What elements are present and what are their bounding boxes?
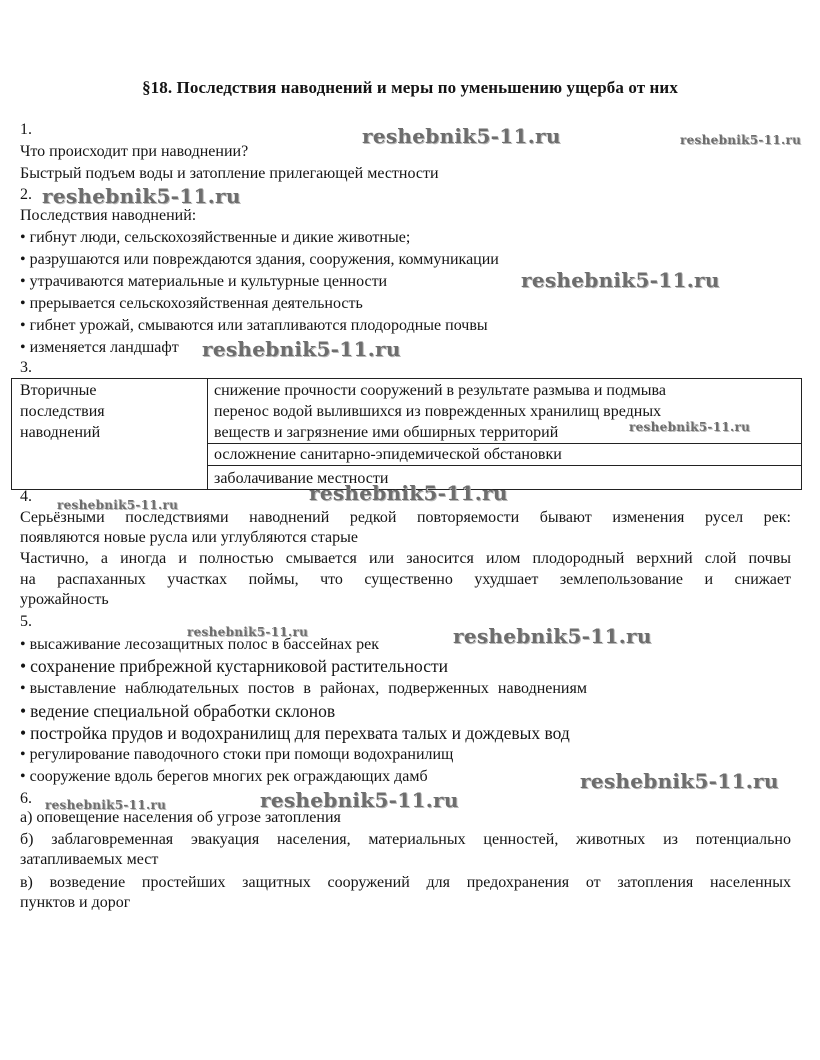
watermark: reshebnik5-11.ru [202, 337, 401, 361]
watermark: reshebnik5-11.ru [629, 420, 751, 434]
q5-number: 5. [20, 613, 32, 630]
secondary-consequences-table [11, 378, 802, 490]
table-cell: осложнение санитарно-эпидемической обстановки [208, 444, 802, 466]
q1-question: Что происходит при наводнении? [20, 143, 249, 160]
q5-list-item: • высаживание лесозащитных полос в бассейнах рек [20, 635, 379, 655]
watermark: reshebnik5-11.ru [309, 481, 508, 505]
q5-list-item: • постройка прудов и водохранилищ для перехвата талых и дождевых вод [20, 723, 570, 743]
watermark: reshebnik5-11.ru [45, 798, 167, 812]
watermark: reshebnik5-11.ru [42, 184, 241, 208]
q5-list-item: • сохранение прибрежной кустарниковой растительности [20, 656, 448, 676]
q2-list-item: • разрушаются или повреждаются здания, сооружения, коммуникации [20, 250, 499, 270]
q6-item-b: б) заблаговременная эвакуация населения, материальных ценностей, животных из потенциально затапливаемых мест [20, 831, 791, 868]
q5-list-item: • ведение специальной обработки склонов [20, 701, 335, 721]
q2-list-item: • утрачиваются материальные и культурные ценности [20, 272, 387, 292]
q1-answer: Быстрый подъем воды и затопление прилегающей местности [20, 165, 439, 182]
q2-list-item: • прерывается сельскохозяйственная деятельность [20, 294, 363, 314]
q4-paragraph-2: Частично, а иногда и полностью смывается или заносится илом плодородный верхний слой почвы на распаханных участках поймы, что существенно ухудшает землепользование и снижает урожайность [20, 550, 791, 608]
q4-number: 4. [20, 488, 32, 505]
table-cell: снижение прочности сооружений в результате размыва и подмыва перенос водой вылившихся из поврежденных хранилищ вредных веществ и загрязнение ими обширных территорий [208, 379, 802, 444]
q5-list-item: • выставление наблюдательных постов в районах, подверженных наводнениям [20, 679, 587, 699]
q3-number: 3. [20, 359, 32, 376]
q6-item-c: в) возведение простейших защитных сооружений для предохранения от затопления населенных пунктов и дорог [20, 874, 791, 911]
page-title: §18. Последствия наводнений и меры по уменьшению ущерба от них [142, 78, 678, 97]
watermark: reshebnik5-11.ru [187, 625, 309, 639]
q2-heading: Последствия наводнений: [20, 207, 197, 224]
watermark: reshebnik5-11.ru [680, 133, 802, 147]
q2-number: 2. [20, 186, 32, 203]
q5-list-item: • сооружение вдоль берегов многих рек ограждающих дамб [20, 767, 428, 787]
q2-list-item: • изменяется ландшафт [20, 338, 179, 358]
watermark: reshebnik5-11.ru [580, 769, 779, 793]
q6-item-a: а) оповещение населения об угрозе затопления [20, 809, 341, 826]
table-cell: заболачивание местности [208, 466, 802, 490]
q4-paragraph-1: Серьёзными последствиями наводнений редкой повторяемости бывают изменения русел рек: появляются новые русла или углубляются старые [20, 509, 791, 546]
q1-number: 1. [20, 121, 32, 138]
watermark: reshebnik5-11.ru [521, 268, 720, 292]
watermark: reshebnik5-11.ru [260, 788, 459, 812]
watermark: reshebnik5-11.ru [362, 124, 561, 148]
watermark: reshebnik5-11.ru [57, 498, 179, 512]
q6-number: 6. [20, 790, 32, 807]
table-label-cell: Вторичные последствия наводнений [12, 379, 208, 490]
q2-list-item: • гибнут люди, сельскохозяйственные и дикие животные; [20, 228, 410, 248]
q2-list-item: • гибнет урожай, смываются или затапливаются плодородные почвы [20, 316, 488, 336]
q5-list-item: • регулирование паводочного стоки при помощи водохранилищ [20, 745, 453, 765]
watermark: reshebnik5-11.ru [453, 624, 652, 648]
